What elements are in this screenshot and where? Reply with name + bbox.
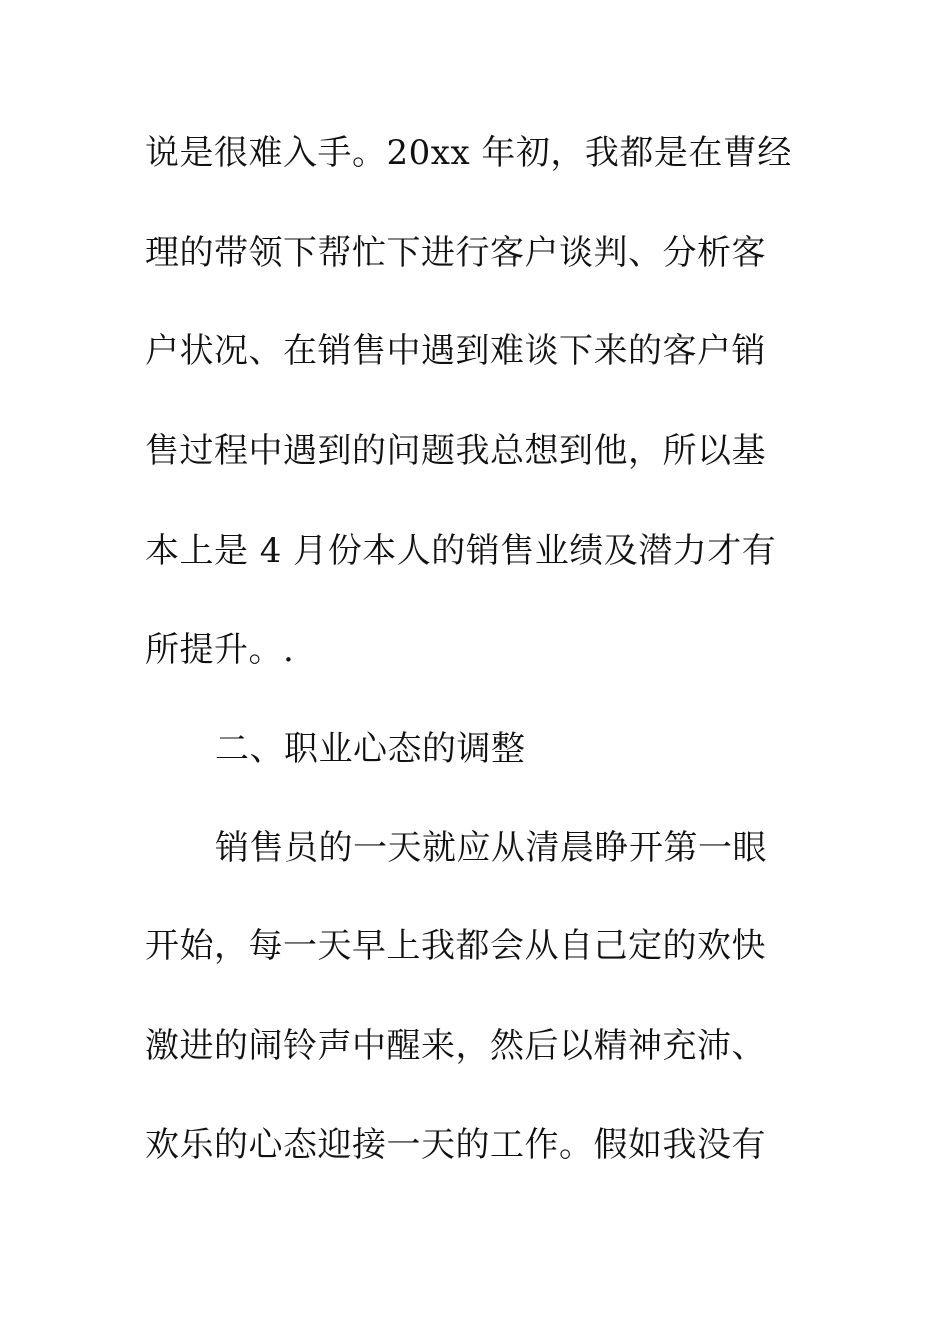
paragraph-line: 开始，每一天早上我都会从自己定的欢快 bbox=[145, 926, 766, 966]
paragraph-line: 理的带领下帮忙下进行客户谈判、分析客 bbox=[145, 233, 766, 273]
paragraph-line: 销售员的一天就应从清晨睁开第一眼 bbox=[215, 828, 767, 868]
paragraph-line: 本上是 4 月份本人的销售业绩及潜力才有 bbox=[145, 531, 777, 571]
paragraph-line: 说是很难入手。20xx 年初，我都是在曹经 bbox=[145, 133, 792, 173]
paragraph-line: 激进的闹铃声中醒来，然后以精神充沛、 bbox=[145, 1026, 766, 1066]
paragraph-line: 所提升。. bbox=[145, 630, 295, 670]
section-heading: 二、职业心态的调整 bbox=[215, 729, 526, 769]
paragraph-line: 欢乐的心态迎接一天的工作。假如我没有 bbox=[145, 1125, 766, 1165]
paragraph-line: 售过程中遇到的问题我总想到他，所以基 bbox=[145, 431, 766, 471]
paragraph-line: 户状况、在销售中遇到难谈下来的客户销 bbox=[145, 331, 766, 371]
